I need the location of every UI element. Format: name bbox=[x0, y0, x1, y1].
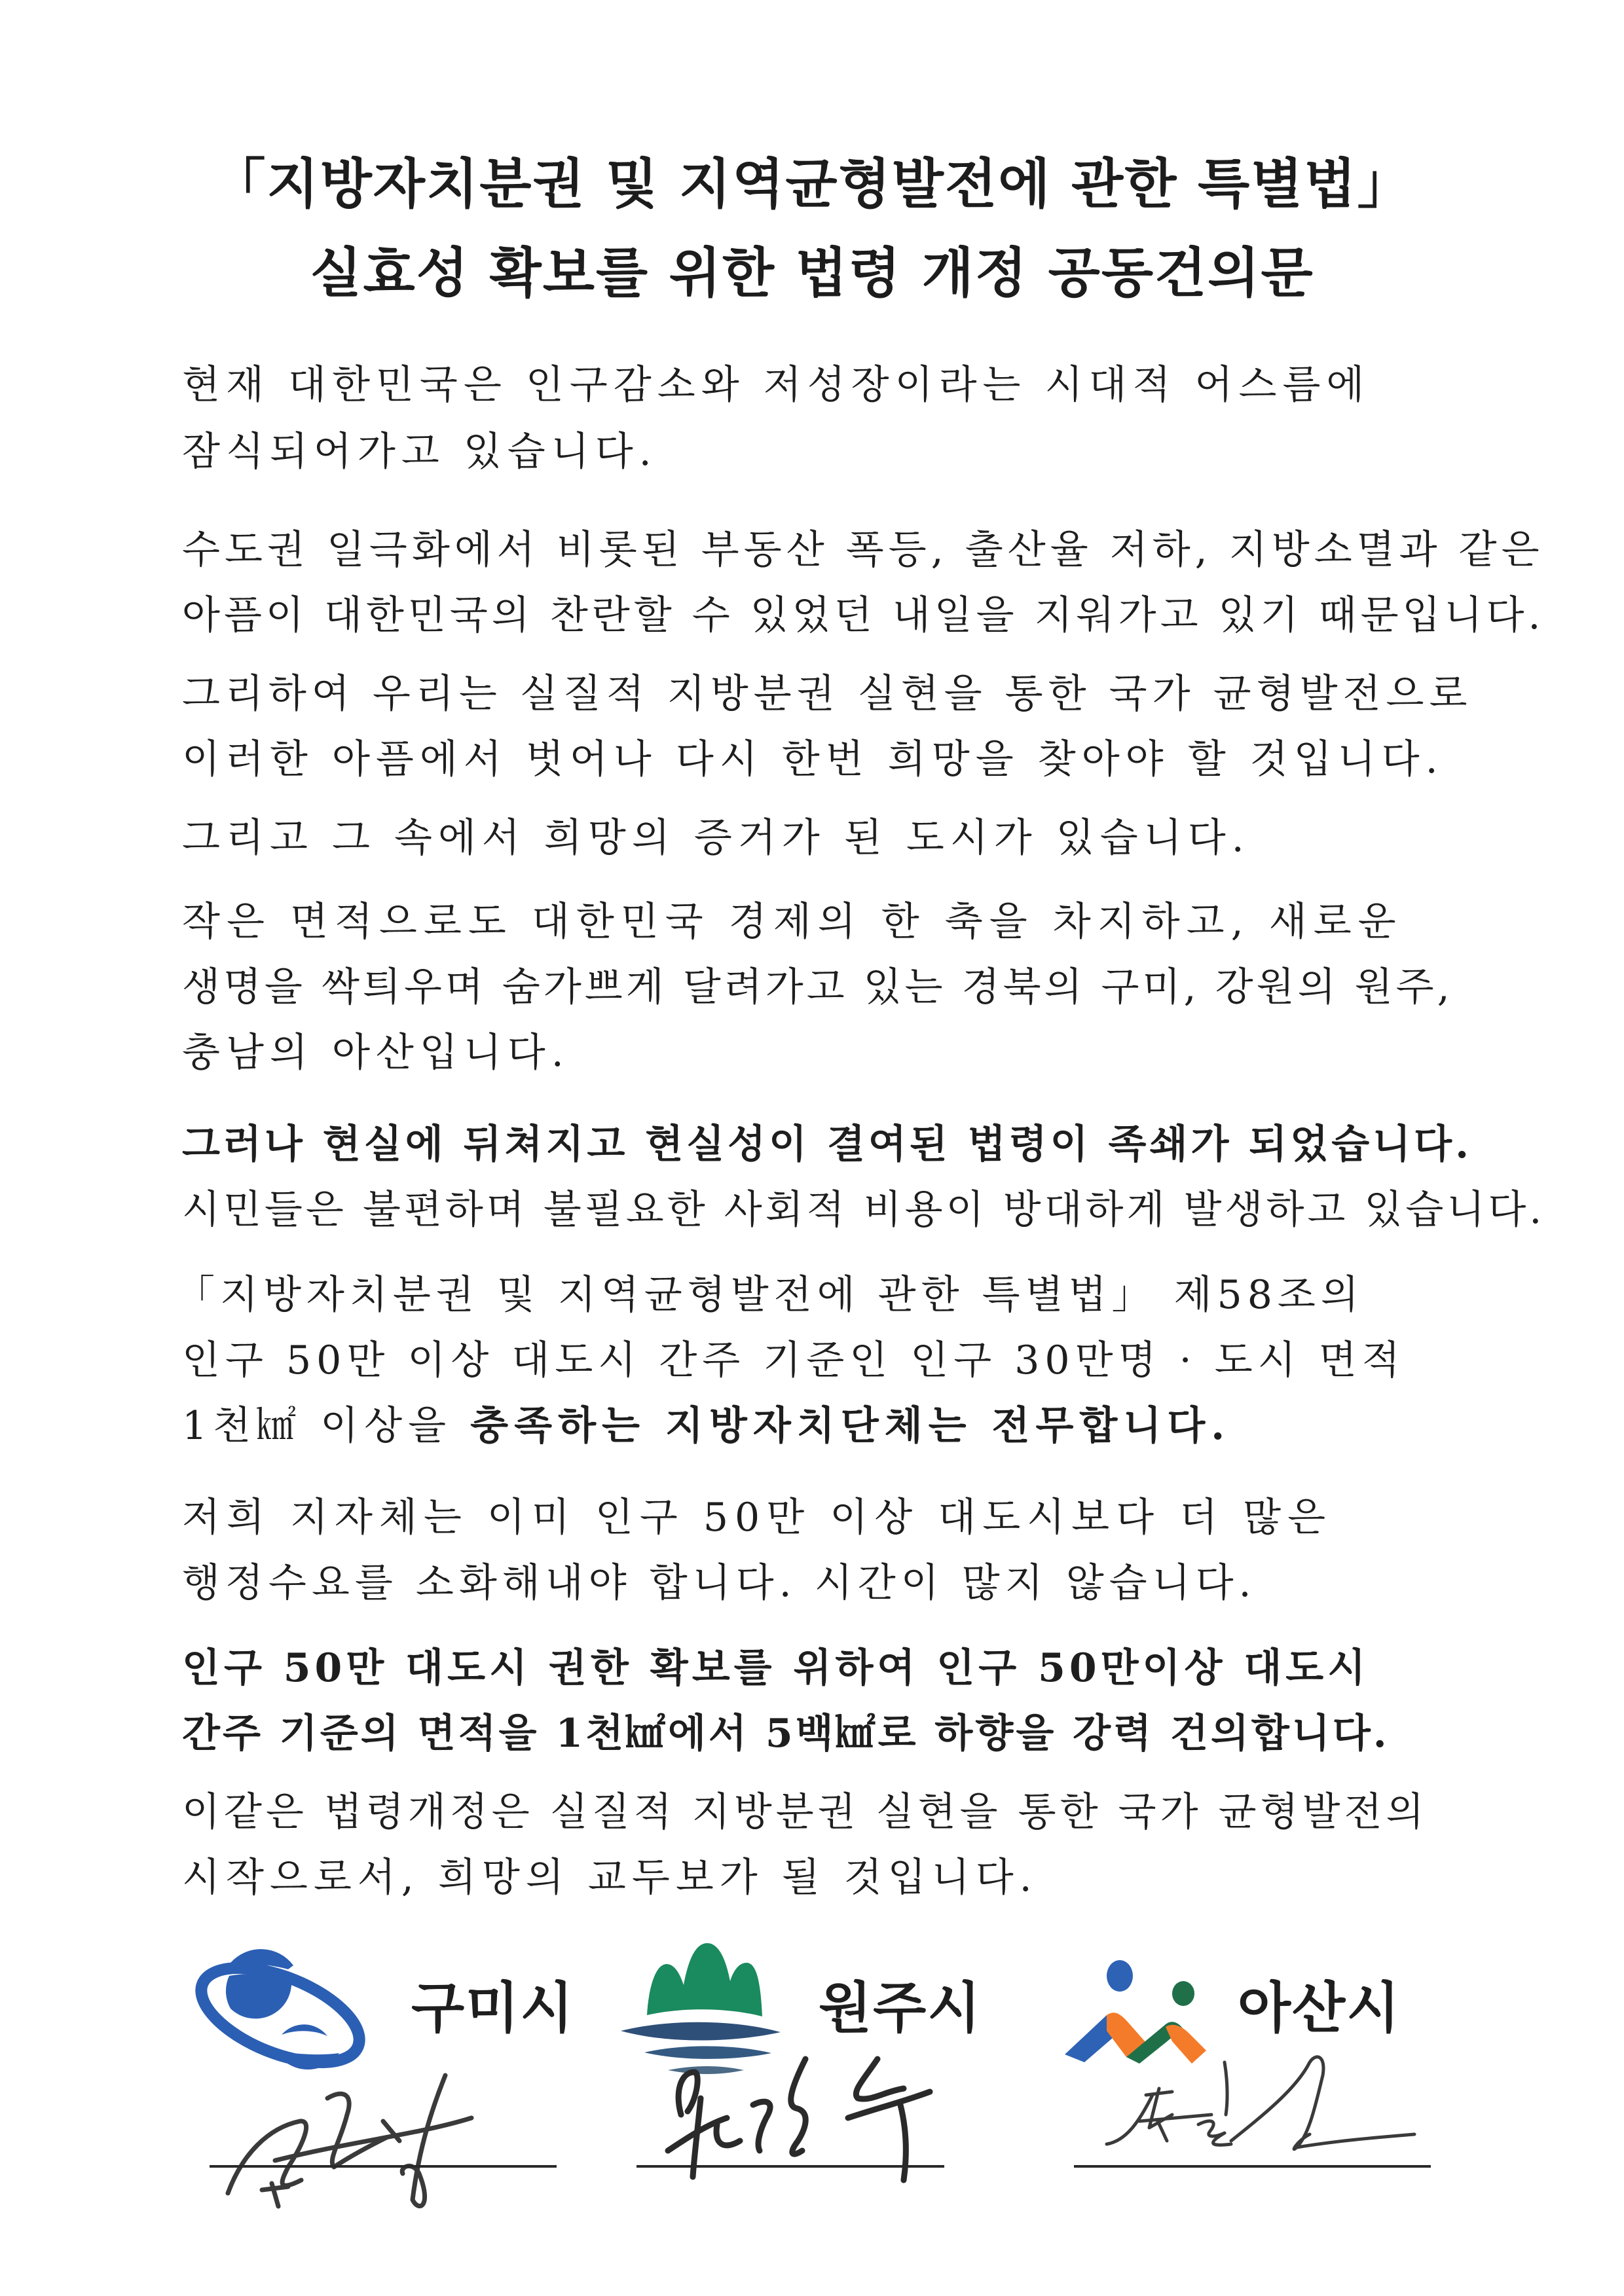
paragraph-line: 이러한 아픔에서 벗어나 다시 한번 희망을 찾아야 할 것입니다. bbox=[182, 737, 1444, 782]
paragraph-line: 수도권 일극화에서 비롯된 부동산 폭등, 출산율 저하, 지방소멸과 같은 bbox=[182, 527, 1544, 573]
emphasized-line: 그러나 현실에 뒤쳐지고 현실성이 결여된 법령이 족쇄가 되었습니다. bbox=[182, 1121, 1472, 1167]
paragraph-line: 이같은 법령개정은 실질적 지방분권 실현을 통한 국가 균형발전의 bbox=[182, 1789, 1428, 1835]
paragraph-line: 그리고 그 속에서 희망의 증거가 된 도시가 있습니다. bbox=[182, 815, 1250, 861]
paragraph-line: 잠식되어가고 있습니다. bbox=[182, 429, 657, 475]
paragraph-line bbox=[182, 1400, 1230, 1452]
emphasized-line: 인구 50만 대도시 권한 확보를 위하여 인구 50만이상 대도시 bbox=[182, 1645, 1370, 1691]
line-normal-part: 1천㎢ 이상을 bbox=[182, 1403, 471, 1449]
mayor-signature bbox=[1100, 2049, 1428, 2160]
paragraph-line: 생명을 싹틔우며 숨가쁘게 달려가고 있는 경북의 구미, 강원의 원주, bbox=[182, 964, 1453, 1010]
emphasized-line: 간주 기준의 면적을 1천㎢에서 5백㎢로 하향을 강력 건의합니다. bbox=[182, 1711, 1390, 1757]
paragraph-line: 작은 면적으로도 대한민국 경제의 한 축을 차지하고, 새로운 bbox=[182, 899, 1403, 945]
document-title-line-1: 「지방자치분권 및 지역균형발전에 관한 특별법」 bbox=[212, 153, 1412, 215]
signature-line bbox=[637, 2165, 944, 2168]
paragraph-line: 「지방자치분권 및 지역균형발전에 관한 특별법」 제58조의 bbox=[175, 1272, 1364, 1318]
city-name: 구미시 bbox=[411, 1976, 575, 2040]
paragraph-line: 행정수요를 소화해내야 합니다. 시간이 많지 않습니다. bbox=[182, 1560, 1257, 1606]
signatory-gumi bbox=[190, 1938, 596, 2226]
paragraph-line: 충남의 아산입니다. bbox=[182, 1030, 570, 1076]
signatory-wonju bbox=[609, 1938, 1015, 2226]
mayor-signature bbox=[223, 2069, 550, 2219]
mayor-signature bbox=[661, 2052, 956, 2183]
signature-line bbox=[1074, 2165, 1431, 2168]
paragraph-line: 시민들은 불편하며 불필요한 사회적 비용이 방대하게 발생하고 있습니다. bbox=[182, 1187, 1545, 1233]
document-title-line-2: 실효성 확보를 위한 법령 개정 공동건의문 bbox=[310, 242, 1314, 304]
paragraph-line: 현재 대한민국은 인구감소와 저성장이라는 시대적 어스름에 bbox=[182, 362, 1371, 408]
city-name: 아산시 bbox=[1238, 1976, 1401, 2040]
paragraph-line: 인구 50만 이상 대도시 간주 기준인 인구 30만명 · 도시 면적 bbox=[182, 1338, 1405, 1383]
paragraph-line: 아픔이 대한민국의 찬란할 수 있었던 내일을 지워가고 있기 때문입니다. bbox=[182, 592, 1545, 638]
city-name: 원주시 bbox=[819, 1976, 982, 2040]
paragraph-line: 시작으로서, 희망의 교두보가 될 것입니다. bbox=[182, 1855, 1038, 1901]
paragraph-line: 그리하여 우리는 실질적 지방분권 실현을 통한 국가 균형발전으로 bbox=[182, 671, 1473, 717]
line-emphasized-part: 충족하는 지방자치단체는 전무합니다. bbox=[470, 1403, 1231, 1449]
signature-line bbox=[210, 2165, 557, 2168]
paragraph-line: 저희 지자체는 이미 인구 50만 이상 대도시보다 더 많은 bbox=[182, 1495, 1333, 1540]
signatory-asan bbox=[1041, 1938, 1447, 2226]
gumi-city-logo bbox=[190, 1938, 373, 2088]
